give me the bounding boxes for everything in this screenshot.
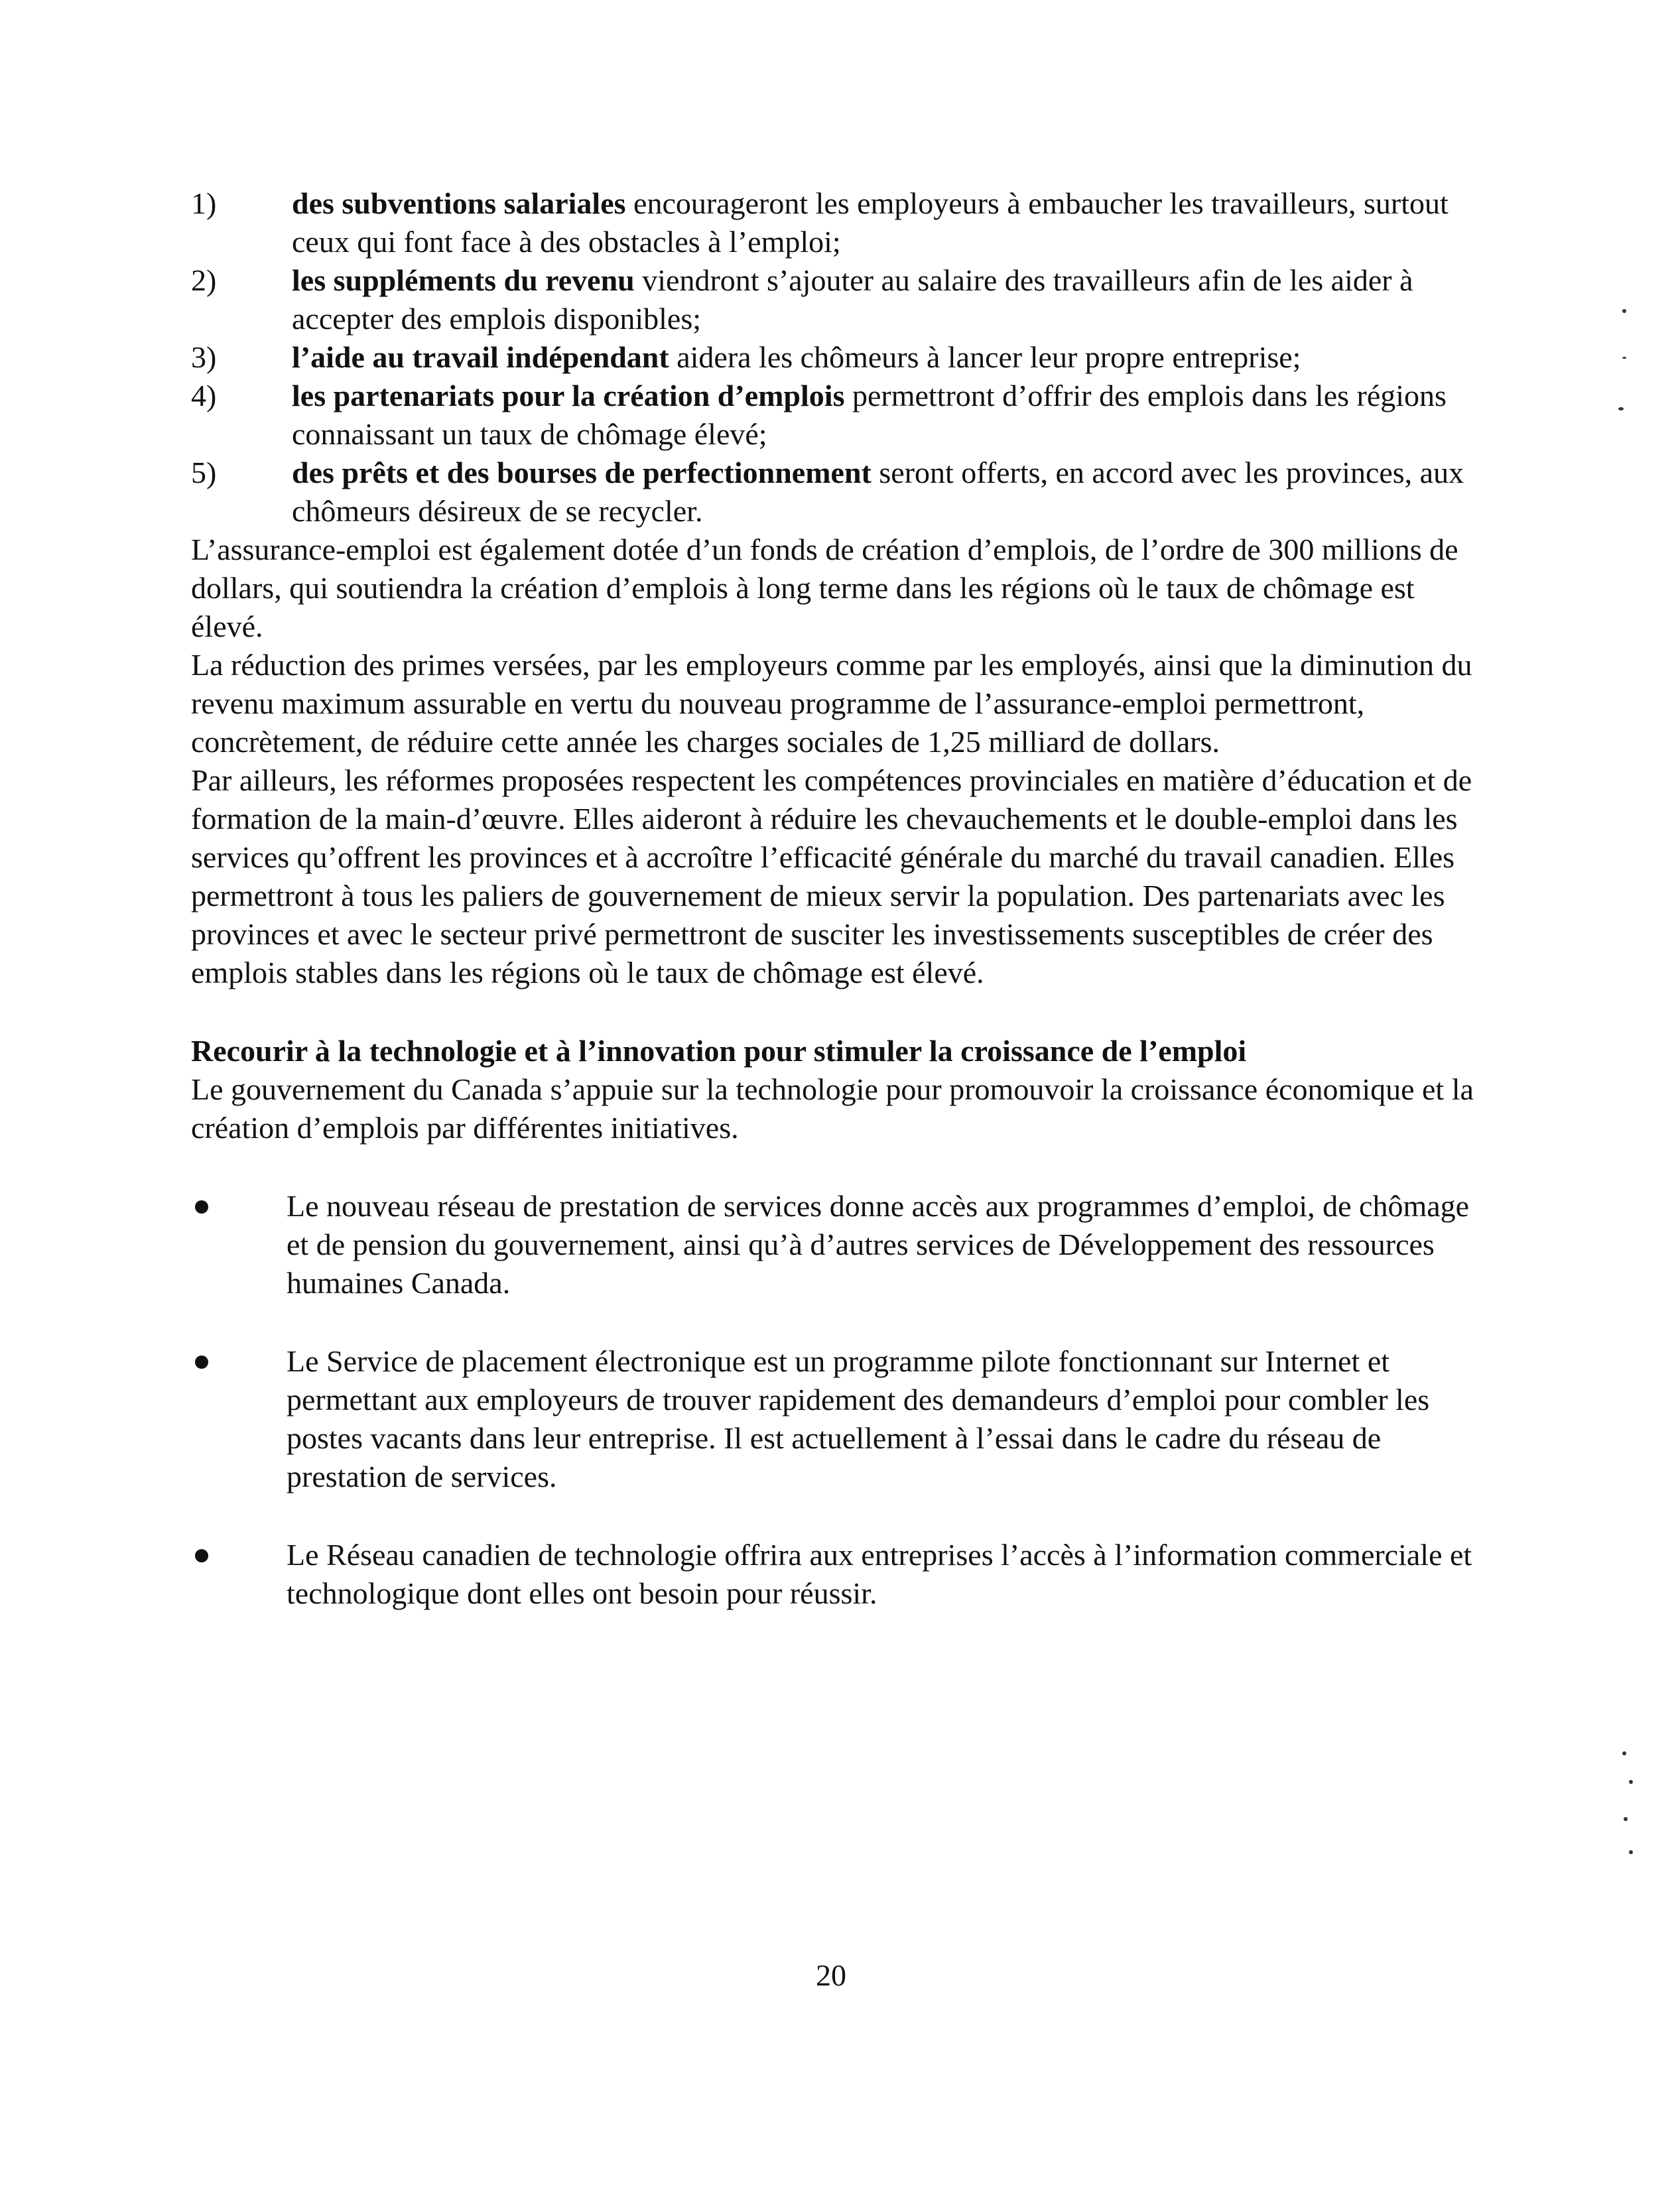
- bullet-text: Le Réseau canadien de technologie offrira aux entreprises l’accès à l’information commerciale et technologique dont elles ont besoin pour réussir.: [287, 1538, 1472, 1610]
- list-item: [191, 377, 1491, 454]
- bullet-icon: [191, 1342, 287, 1496]
- list-item: [191, 454, 1491, 531]
- item-text: [292, 454, 1491, 531]
- item-rest: permettront d’offrir des emplois dans les régions connaissant un taux de chômage élevé;: [292, 379, 1447, 451]
- list-item: [191, 1187, 1491, 1302]
- list-item: [191, 261, 1491, 338]
- item-text: [292, 261, 1491, 338]
- item-text: [292, 338, 1491, 377]
- item-bold-term: les partenariats pour la création d’emplois: [292, 379, 845, 412]
- item-number: 3): [191, 340, 217, 374]
- document-body: [191, 184, 1491, 1613]
- bullet-icon: [191, 1536, 287, 1613]
- item-bold-term: les suppléments du revenu: [292, 263, 635, 297]
- section-heading: Recourir à la technologie et à l’innovation pour stimuler la croissance de l’emploi: [191, 1034, 1247, 1068]
- bullet-list: [191, 1187, 1491, 1613]
- item-number: 4): [191, 379, 217, 412]
- scan-speck: [1622, 309, 1626, 313]
- item-rest: viendront s’ajouter au salaire des travailleurs afin de les aider à accepter des emplois disponibles;: [292, 263, 1413, 336]
- item-bold-term: l’aide au travail indépendant: [292, 340, 669, 374]
- page-number: 20: [816, 1958, 846, 1992]
- list-item: [191, 184, 1491, 261]
- bullet-icon: [191, 1187, 287, 1302]
- bullet-text: Le nouveau réseau de prestation de services donne accès aux programmes d’emploi, de chômage et de pension du gouvernement, ainsi qu’à d’autres services de Développement des ressources humaines Canada.: [287, 1189, 1470, 1300]
- scan-speck: [1629, 1850, 1633, 1854]
- paragraph-primes: La réduction des primes versées, par les employeurs comme par les employés, ainsi que la diminution du revenu maximum assurable en vertu du nouveau programme de l’assurance-emploi permettront, concrètement, de réduire cette année les charges sociales de 1,25 milliard de dollars.: [191, 648, 1472, 759]
- bullet-text: Le Service de placement électronique est un programme pilote fonctionnant sur Internet et permettant aux employeurs de trouver rapidement des demandeurs d’emploi pour combler les postes vacants dans leur entreprise. Il est actuellement à l’essai dans le cadre du réseau de prestation de services.: [287, 1344, 1430, 1493]
- item-number: 1): [191, 186, 217, 220]
- scan-speck: [1622, 357, 1626, 359]
- scan-speck: [1618, 407, 1624, 410]
- item-text: [292, 184, 1491, 261]
- item-rest: encourageront les employeurs à embaucher les travailleurs, surtout ceux qui font face à des obstacles à l’emploi;: [292, 186, 1449, 259]
- item-rest: seront offerts, en accord avec les provinces, aux chômeurs désireux de se recycler.: [292, 456, 1464, 528]
- item-text: [292, 377, 1491, 454]
- item-rest: aidera les chômeurs à lancer leur propre entreprise;: [669, 340, 1301, 374]
- paragraph-fonds: L’assurance-emploi est également dotée d’un fonds de création d’emplois, de l’ordre de 300 millions de dollars, qui soutiendra la création d’emplois à long terme dans les régions où le taux de chômage est élevé.: [191, 533, 1458, 643]
- scan-speck: [1622, 1751, 1626, 1755]
- item-number: 5): [191, 456, 217, 489]
- scan-speck: [1624, 1817, 1628, 1821]
- item-bold-term: des subventions salariales: [292, 186, 626, 220]
- scan-speck: [1629, 1780, 1633, 1784]
- numbered-list: [191, 184, 1491, 531]
- paragraph-technologie: Le gouvernement du Canada s’appuie sur la technologie pour promouvoir la croissance économique et la création d’emplois par différentes initiatives.: [191, 1072, 1474, 1145]
- item-number: 2): [191, 263, 217, 297]
- item-bold-term: des prêts et des bourses de perfectionnement: [292, 456, 872, 489]
- list-item: [191, 338, 1491, 377]
- list-item: [191, 1536, 1491, 1613]
- list-item: [191, 1342, 1491, 1496]
- paragraph-reformes: Par ailleurs, les réformes proposées respectent les compétences provinciales en matière d’éducation et de formation de la main-d’œuvre. Elles aideront à réduire les chevauchements et le double-emploi dans les services qu’offrent les provinces et à accroître l’efficacité générale du marché du travail canadien. Elles permettront à tous les paliers de gouvernement de mieux servir la population. Des partenariats avec les provinces et avec le secteur privé permettront de susciter les investissements susceptibles de créer des emplois stables dans les régions où le taux de chômage est élevé.: [191, 763, 1472, 989]
